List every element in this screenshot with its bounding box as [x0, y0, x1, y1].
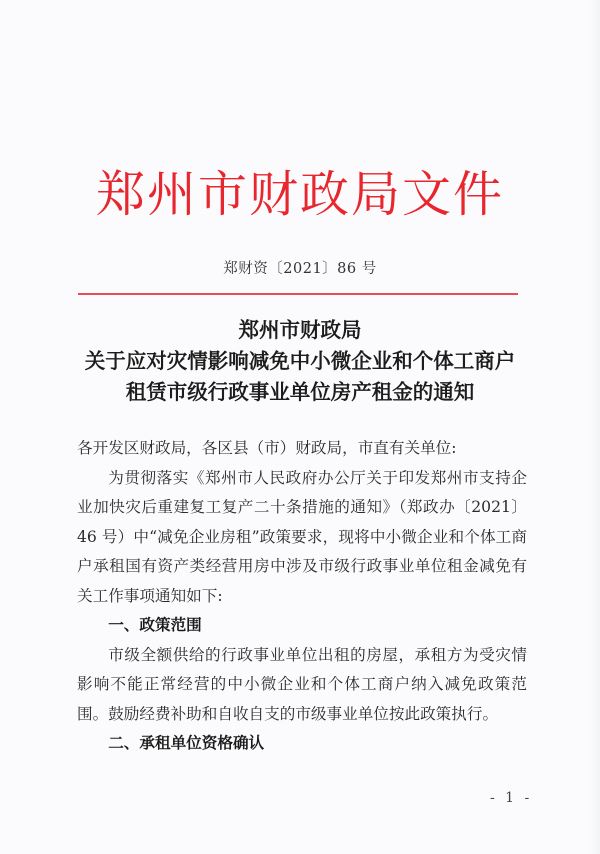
page-number: - 1 - — [490, 790, 533, 806]
section-paragraph-policy-scope: 市级全额供给的行政事业单位出租的房屋，承租方为受灾情影响不能正常经营的中小微企业和个体工商户纳入减免政策范围。鼓励经费补助和自收自支的市级事业单位按此政策执行。 — [77, 645, 527, 723]
section-heading-policy-scope: 一、政策范围 — [108, 616, 202, 634]
intro-paragraph: 为贯彻落实《郑州市人民政府办公厅关于印发郑州市支持企业加快灾后重建复工复产二十条措施的通知》（郑政办〔2021〕46 号）中“减免企业房租”政策要求，现将中小微企业和个体工商户承租国有资产类经营用房中涉及市级行政事业单位租金减免有关工作事项通知如下: — [77, 468, 527, 605]
notice-title-line-1: 郑州市财政局 — [238, 318, 362, 342]
red-header-title: 郑州市财政局文件 — [95, 166, 504, 223]
salutation: 各开发区财政局，各区县（市）财政局，市直有关单位: — [77, 439, 457, 457]
document-body — [77, 434, 527, 759]
red-separator-line — [78, 293, 518, 295]
notice-title-line-3: 租赁市级行政事业单位房产租金的通知 — [125, 380, 475, 404]
notice-title-line-2: 关于应对灾情影响减免中小微企业和个体工商户 — [84, 349, 516, 373]
section-heading-tenant-qualification: 二、承租单位资格确认 — [108, 734, 265, 752]
document-number: 郑财资〔2021〕86 号 — [223, 261, 377, 277]
scan-edge-shadow — [590, 0, 600, 854]
notice-title — [0, 315, 600, 408]
